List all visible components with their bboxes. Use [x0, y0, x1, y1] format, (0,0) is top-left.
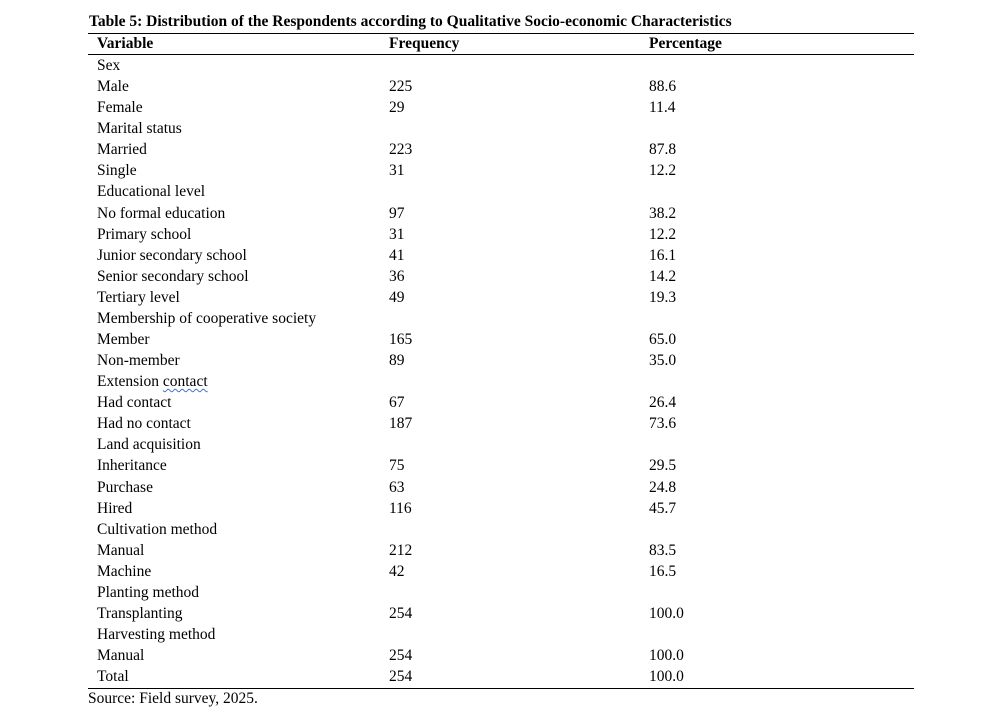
- table-row: [0, 666, 987, 687]
- cell-variable: Had no contact: [97, 415, 191, 433]
- cell-percentage: 16.5: [649, 562, 677, 580]
- cell-percentage: 45.7: [649, 499, 677, 517]
- cell-variable: Married: [97, 141, 147, 159]
- cell-variable: Harvesting method: [97, 626, 216, 644]
- cell-variable: Inheritance: [97, 457, 167, 475]
- table-body: [0, 55, 987, 687]
- cell-variable: Land acquisition: [97, 436, 201, 454]
- table-row: [0, 118, 987, 139]
- cell-variable-text: Extension: [97, 373, 163, 391]
- cell-frequency: 67: [389, 394, 405, 412]
- cell-percentage: 12.2: [649, 162, 677, 180]
- cell-variable: Membership of cooperative society: [97, 309, 317, 327]
- cell-percentage: 87.8: [649, 141, 677, 159]
- cell-frequency: 254: [389, 668, 413, 686]
- table-row: [0, 603, 987, 624]
- cell-frequency: 225: [389, 78, 413, 96]
- table-row: [0, 55, 987, 76]
- cell-variable: Cultivation method: [97, 520, 218, 538]
- cell-frequency: 97: [389, 204, 405, 222]
- cell-percentage: 24.8: [649, 478, 677, 496]
- cell-percentage: 11.4: [649, 99, 676, 117]
- table-row: [0, 308, 987, 329]
- cell-percentage: 83.5: [649, 541, 677, 559]
- cell-percentage: 16.1: [649, 246, 677, 264]
- table-row: [0, 392, 987, 413]
- cell-variable: Total: [97, 668, 129, 686]
- table-row: [0, 329, 987, 350]
- cell-frequency: 223: [389, 141, 413, 159]
- cell-variable: [97, 371, 208, 392]
- table-row: [0, 287, 987, 308]
- cell-variable: Female: [97, 99, 143, 117]
- cell-percentage: 88.6: [649, 78, 677, 96]
- table-row: [0, 624, 987, 645]
- cell-variable: Machine: [97, 562, 152, 580]
- cell-variable: Member: [97, 331, 150, 349]
- cell-frequency: 42: [389, 562, 405, 580]
- column-header-frequency: Frequency: [389, 35, 460, 52]
- cell-variable: Transplanting: [97, 605, 183, 623]
- table-row: [0, 519, 987, 540]
- cell-variable: Tertiary level: [97, 288, 180, 306]
- cell-percentage: 26.4: [649, 394, 677, 412]
- cell-variable: Manual: [97, 541, 145, 559]
- table-row: [0, 97, 987, 118]
- cell-frequency: 187: [389, 415, 413, 433]
- cell-percentage: 35.0: [649, 352, 677, 370]
- table-row: [0, 245, 987, 266]
- cell-frequency: 75: [389, 457, 405, 475]
- table-row: [0, 540, 987, 561]
- cell-variable: Planting method: [97, 583, 200, 601]
- table-source-note: Source: Field survey, 2025.: [88, 690, 258, 707]
- table-row: [0, 371, 987, 392]
- table-title: Table 5: Distribution of the Respondents according to Qualitative Socio-economic Characteristics: [89, 13, 732, 30]
- cell-variable: Marital status: [97, 120, 182, 138]
- cell-variable: Sex: [97, 57, 121, 74]
- cell-variable: Non-member: [97, 352, 180, 370]
- table-row: [0, 266, 987, 287]
- cell-frequency: 29: [389, 99, 405, 117]
- cell-percentage: 100.0: [649, 605, 684, 623]
- table-row: [0, 181, 987, 202]
- cell-percentage: 12.2: [649, 225, 677, 243]
- table-row: [0, 224, 987, 245]
- table-row: [0, 76, 987, 97]
- cell-percentage: 14.2: [649, 267, 677, 285]
- cell-percentage: 100.0: [649, 647, 684, 665]
- cell-percentage: 100.0: [649, 668, 684, 686]
- table-row: [0, 645, 987, 666]
- table-row: [0, 561, 987, 582]
- table-row: [0, 160, 987, 181]
- cell-variable: Senior secondary school: [97, 267, 249, 285]
- cell-frequency: 116: [389, 499, 412, 517]
- cell-variable: Purchase: [97, 478, 153, 496]
- cell-frequency: 254: [389, 605, 413, 623]
- cell-frequency: 254: [389, 647, 413, 665]
- table-row: [0, 582, 987, 603]
- table-row: [0, 455, 987, 476]
- column-header-variable: Variable: [97, 35, 154, 52]
- cell-variable: Hired: [97, 499, 133, 517]
- cell-percentage: 29.5: [649, 457, 677, 475]
- cell-frequency: 41: [389, 246, 405, 264]
- cell-percentage: 19.3: [649, 288, 677, 306]
- cell-frequency: 36: [389, 267, 405, 285]
- cell-percentage: 38.2: [649, 204, 677, 222]
- cell-variable: No formal education: [97, 204, 226, 222]
- cell-frequency: 165: [389, 331, 413, 349]
- table-header-row: [0, 34, 987, 54]
- cell-variable: Single: [97, 162, 137, 180]
- cell-variable: Primary school: [97, 225, 192, 243]
- cell-frequency: 49: [389, 288, 405, 306]
- cell-frequency: 31: [389, 225, 405, 243]
- table-row: [0, 498, 987, 519]
- cell-variable: Educational level: [97, 183, 206, 201]
- cell-variable: Male: [97, 78, 129, 96]
- table-row: [0, 434, 987, 455]
- cell-variable: Had contact: [97, 394, 172, 412]
- cell-frequency: 63: [389, 478, 405, 496]
- cell-frequency: 31: [389, 162, 405, 180]
- table-row: [0, 203, 987, 224]
- cell-variable: Junior secondary school: [97, 246, 247, 264]
- cell-percentage: 73.6: [649, 415, 677, 433]
- table-row: [0, 477, 987, 498]
- cell-percentage: 65.0: [649, 331, 677, 349]
- cell-variable: Manual: [97, 647, 145, 665]
- cell-frequency: 89: [389, 352, 405, 370]
- column-header-percentage: Percentage: [649, 35, 722, 52]
- spellcheck-flagged-word: contact: [162, 373, 208, 391]
- table-row: [0, 350, 987, 371]
- table-row: [0, 413, 987, 434]
- cell-frequency: 212: [389, 541, 413, 559]
- table-row: [0, 139, 987, 160]
